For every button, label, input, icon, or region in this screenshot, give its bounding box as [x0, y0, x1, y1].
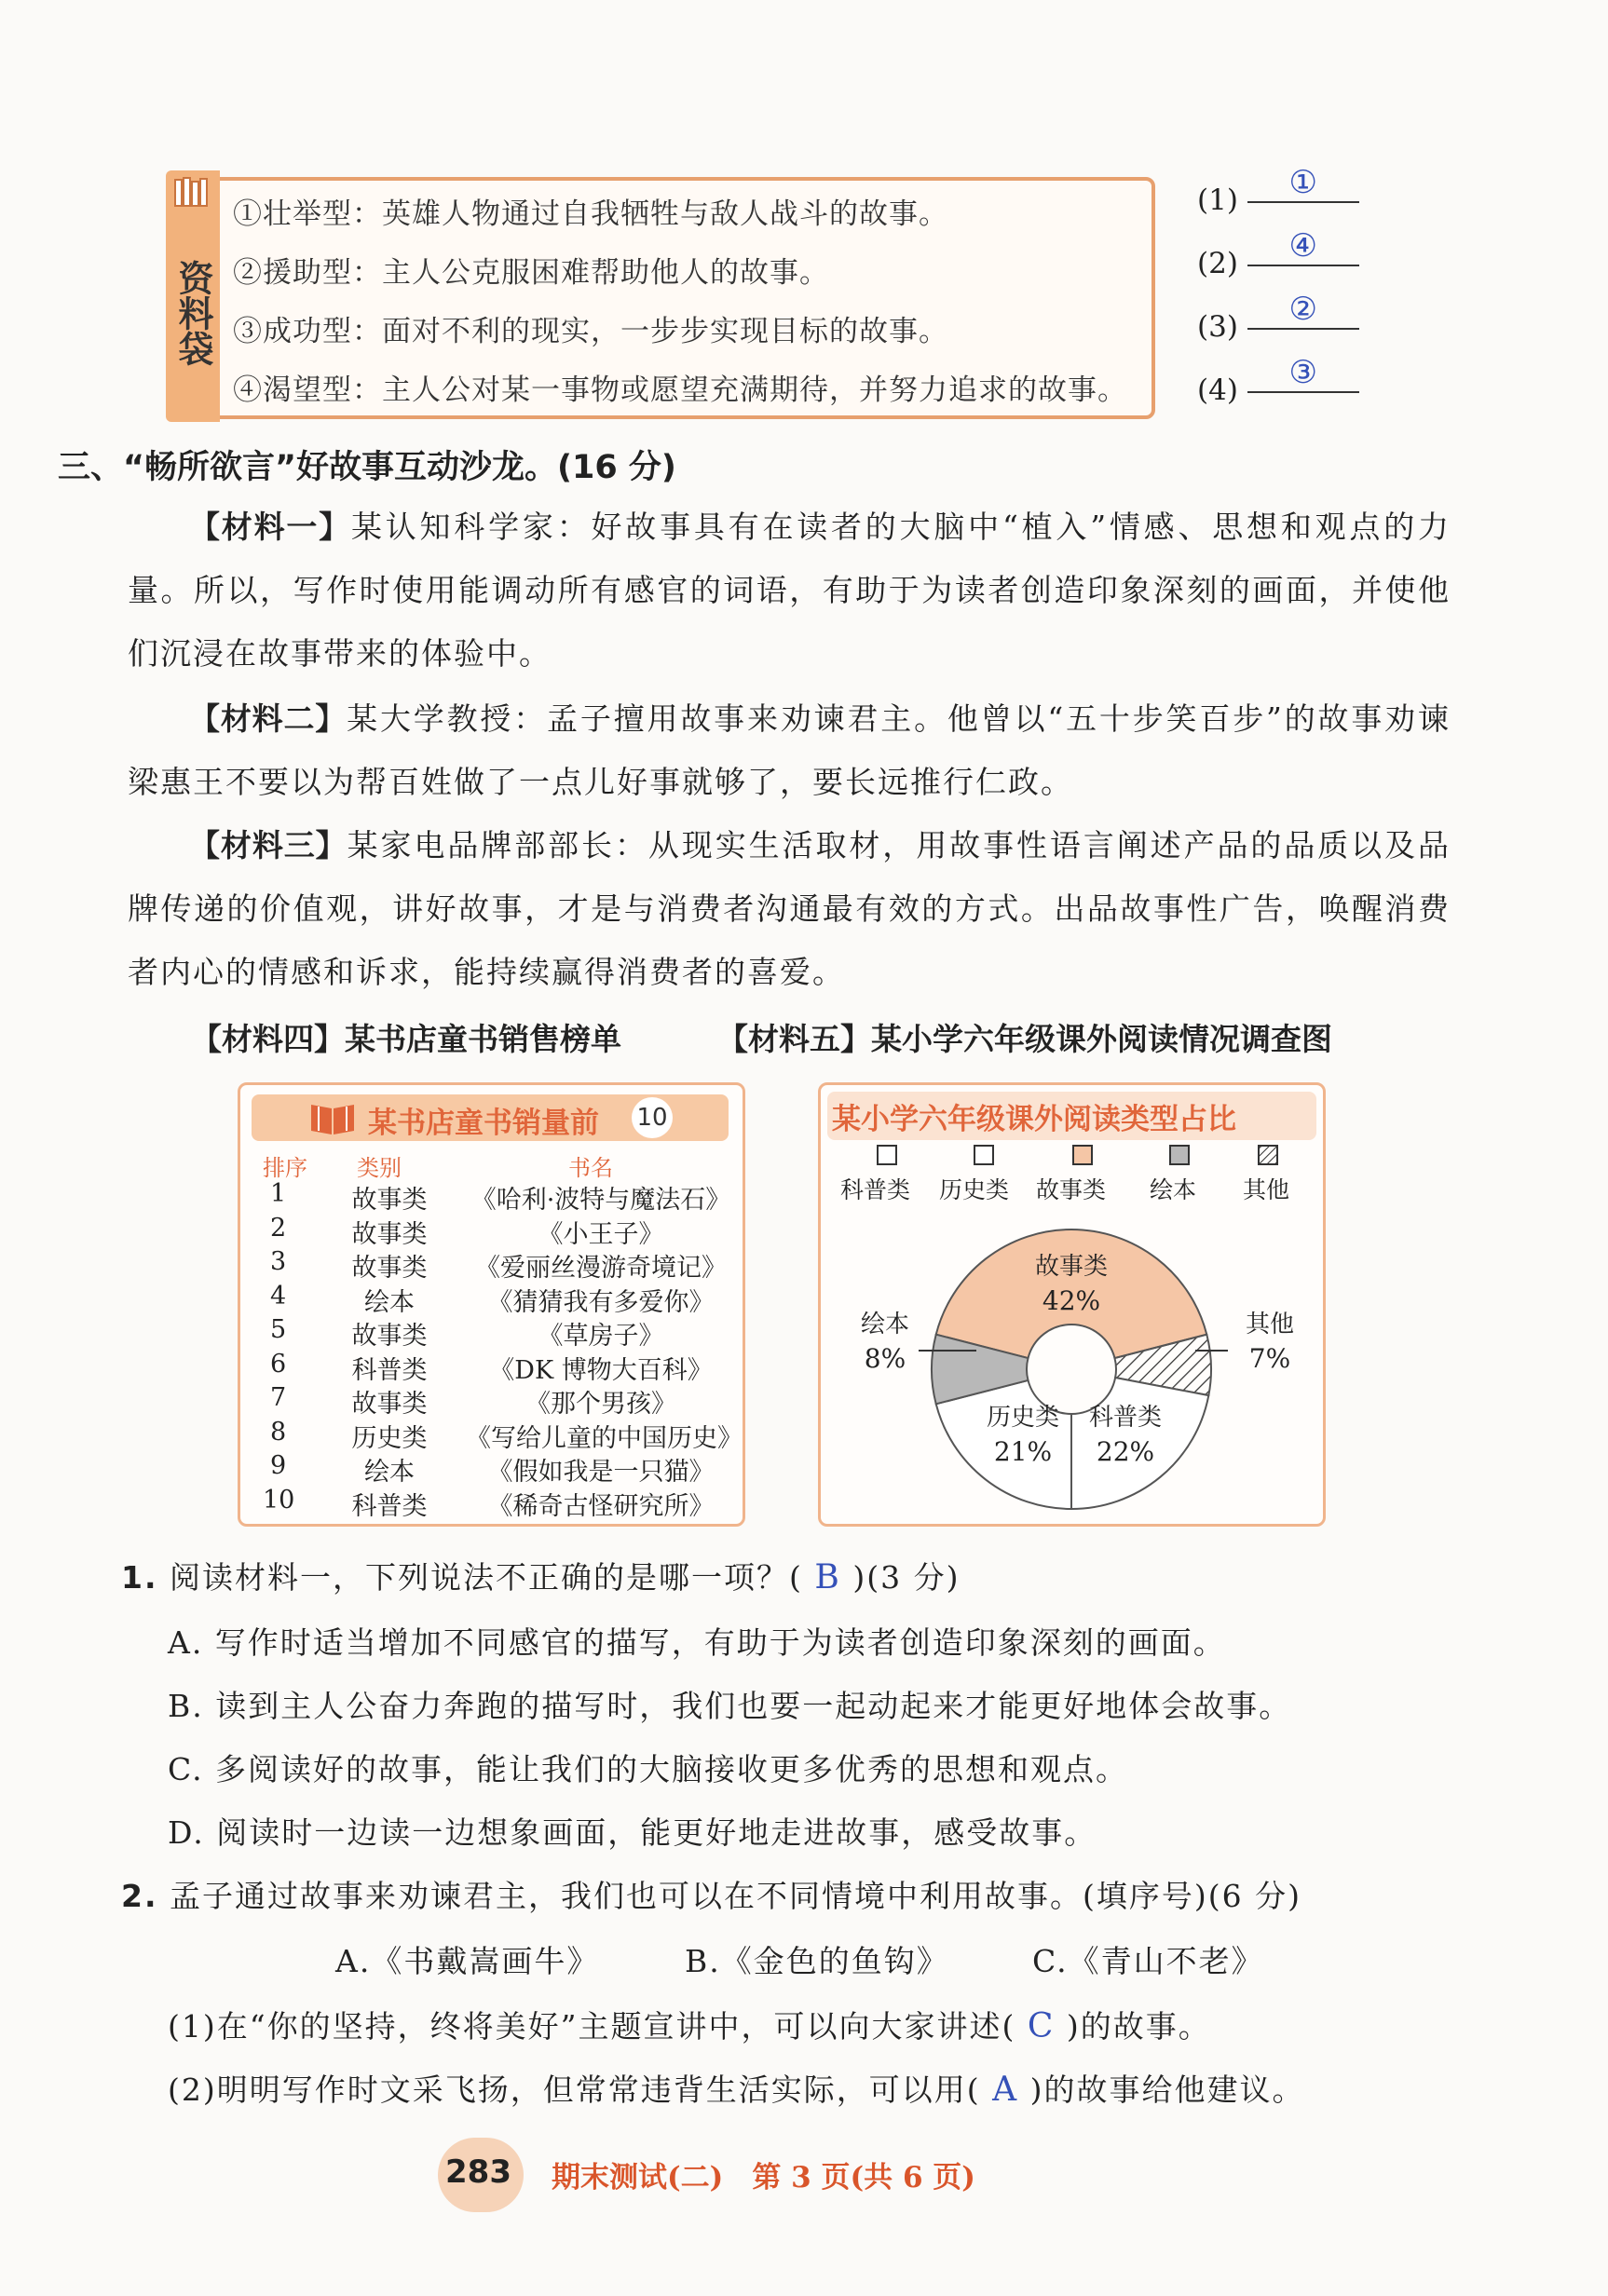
legend-swatch-story [1073, 1146, 1092, 1164]
open-book-icon [307, 1099, 358, 1136]
pie-value-label: 21% [993, 1436, 1053, 1467]
material-1-head: 【材料一】 [189, 509, 351, 545]
table-cell-rank: 10 [263, 1485, 295, 1515]
question-2-sub-1-answer: C [1027, 2007, 1056, 2045]
table-cell-rank: 1 [270, 1179, 287, 1208]
table-cell-category: 故事类 [351, 1254, 428, 1283]
resource-tab [166, 170, 220, 422]
question-2-choice-a: A.《书戴嵩画牛》 [335, 1943, 600, 1979]
table-cell-title: 《写给儿童的中国历史》 [466, 1423, 743, 1453]
table-cell-title: 《草房子》 [538, 1322, 664, 1351]
answer-row-3 [1197, 291, 1359, 346]
legend-label-history: 历史类 [939, 1176, 1010, 1203]
material-5-head: 【材料五】某小学六年级课外阅读情况调查图 [717, 1021, 1332, 1057]
question-2-sub-2-b: )的故事给他建议。 [1029, 2072, 1305, 2108]
col-header-title: 书名 [568, 1155, 613, 1181]
resource-item-2: ②援助型：主人公克服困难帮助他人的故事。 [233, 256, 829, 290]
legend-label-picture: 绘本 [1150, 1176, 1197, 1203]
legend-label-story: 故事类 [1036, 1176, 1107, 1203]
table-cell-title: 《DK 博物大百科》 [489, 1355, 713, 1385]
question-1-option-d: D. 阅读时一边读一边想象画面，能更好地走进故事，感受故事。 [168, 1814, 1097, 1851]
question-2-sub-1-a: (1)在“你的坚持，终将美好”主题宣讲中，可以向大家讲述( [168, 2008, 1016, 2045]
question-1-number: 1. [121, 1559, 158, 1596]
question-1-answer: B [814, 1558, 841, 1596]
col-header-rank: 排序 [263, 1155, 307, 1181]
legend-label-other: 其他 [1243, 1176, 1290, 1203]
table-cell-rank: 8 [270, 1417, 287, 1447]
table-cell-title: 《假如我是一只猫》 [487, 1458, 715, 1487]
chart-legend-swatches [818, 1138, 1326, 1175]
table-cell-category: 科普类 [351, 1355, 428, 1385]
table-cell-title: 《稀奇古怪研究所》 [487, 1491, 715, 1521]
question-2-stem [121, 1872, 1301, 1916]
question-2-choice-b: B.《金色的鱼钩》 [685, 1943, 949, 1979]
table-cell-rank: 7 [270, 1383, 287, 1412]
material-2-text: 某大学教授：孟子擅用故事来劝谏君主。他曾以“五十步笑百步”的故事劝谏梁惠王不要以为帮百姓做了一点儿好事就够了，要长远推行仁政。 [128, 700, 1451, 800]
answer-value: ② [1247, 291, 1359, 330]
answer-row-1 [1197, 164, 1359, 220]
question-2-sub-2-answer: A [992, 2071, 1019, 2109]
pie-category-label: 绘本 [860, 1311, 910, 1338]
material-2-head: 【材料二】 [189, 700, 347, 737]
footer-text: 期末测试(二) 第 3 页(共 6 页) [552, 2161, 975, 2194]
answer-label: (3) [1197, 310, 1238, 344]
reading-pie-chart [818, 1202, 1326, 1523]
question-1-stem [121, 1554, 960, 1597]
answer-row-4 [1197, 354, 1359, 410]
answer-value: ③ [1247, 354, 1359, 393]
col-header-category: 类别 [357, 1155, 402, 1181]
pie-category-label: 其他 [1245, 1311, 1295, 1338]
resource-tab-label: 资料袋 [172, 260, 213, 366]
table-cell-category: 故事类 [351, 1186, 428, 1215]
material-3 [128, 814, 1451, 1004]
material-3-head: 【材料三】 [189, 827, 347, 863]
table-cell-title: 《猜猜我有多爱你》 [487, 1287, 715, 1317]
section-title: 三、“畅所欲言”好故事互动沙龙。(16 分) [58, 449, 676, 486]
pie-category-label: 科普类 [1088, 1404, 1163, 1432]
pie-value-label: 7% [1248, 1343, 1291, 1374]
page-number: 283 [445, 2153, 511, 2191]
answer-label: (1) [1197, 183, 1238, 217]
answer-row-2 [1197, 227, 1359, 283]
pie-value-label: 22% [1096, 1436, 1155, 1467]
table-cell-title: 《小王子》 [538, 1219, 664, 1249]
answer-value: ④ [1247, 227, 1359, 266]
question-2-number: 2. [121, 1878, 158, 1914]
legend-swatch-science [878, 1146, 896, 1164]
table-cell-rank: 2 [270, 1213, 287, 1243]
sales-table-title: 某书店童书销量前 [368, 1107, 599, 1140]
legend-swatch-other [1259, 1146, 1277, 1164]
legend-label-science: 科普类 [840, 1176, 911, 1203]
pie-category-label: 历史类 [986, 1404, 1060, 1432]
resource-item-3: ③成功型：面对不利的现实，一步步实现目标的故事。 [233, 315, 948, 348]
question-2-choice-c: C.《青山不老》 [1032, 1943, 1264, 1979]
question-1-option-c: C. 多阅读好的故事，能让我们的大脑接收更多优秀的思想和观点。 [168, 1751, 1129, 1787]
table-cell-category: 历史类 [351, 1423, 428, 1453]
answer-label: (4) [1197, 374, 1238, 407]
resource-item-1: ①壮举型：英雄人物通过自我牺牲与敌人战斗的故事。 [233, 197, 948, 231]
question-2-stem-text: 孟子通过故事来劝谏君主，我们也可以在不同情境中利用故事。(填序号)(6 分) [170, 1878, 1301, 1914]
material-1 [128, 496, 1451, 686]
chart-title: 某小学六年级课外阅读类型占比 [832, 1103, 1236, 1136]
table-cell-category: 绘本 [364, 1458, 415, 1487]
table-cell-title: 《爱丽丝漫游奇境记》 [475, 1254, 727, 1283]
table-cell-category: 绘本 [364, 1287, 415, 1317]
material-3-text: 某家电品牌部部长：从现实生活取材，用故事性语言阐述产品的品质以及品牌传递的价值观，讲好故事，才是与消费者沟通最有效的方式。出品故事性广告，唤醒消费者内心的情感和诉求，能持续赢得消费者的喜爱。 [128, 827, 1451, 990]
table-cell-rank: 3 [270, 1247, 287, 1276]
table-cell-rank: 4 [270, 1281, 287, 1311]
material-4-head: 【材料四】某书店童书销售榜单 [191, 1021, 621, 1057]
question-1-option-a: A. 写作时适当增加不同感官的描写，有助于为读者创造印象深刻的画面。 [168, 1624, 1226, 1661]
table-cell-title: 《哈利·波特与魔法石》 [470, 1186, 731, 1215]
books-icon [173, 176, 212, 208]
question-2-sub-1-b: )的故事。 [1066, 2008, 1211, 2045]
sales-table-badge: 10 [632, 1097, 673, 1138]
answer-label: (2) [1197, 247, 1238, 280]
table-cell-title: 《那个男孩》 [525, 1390, 676, 1419]
table-cell-rank: 6 [270, 1349, 287, 1379]
pie-category-label: 故事类 [1034, 1253, 1109, 1281]
table-cell-category: 故事类 [351, 1322, 428, 1351]
legend-swatch-history [974, 1146, 993, 1164]
answer-value: ① [1247, 164, 1359, 203]
table-cell-rank: 5 [270, 1315, 287, 1344]
pie-value-label: 8% [864, 1343, 906, 1374]
table-cell-category: 故事类 [351, 1390, 428, 1419]
table-cell-category: 科普类 [351, 1491, 428, 1521]
resource-item-4: ④渴望型：主人公对某一事物或愿望充满期待，并努力追求的故事。 [233, 374, 1127, 407]
table-cell-category: 故事类 [351, 1219, 428, 1249]
question-2-sub-2-a: (2)明明写作时文采飞扬，但常常违背生活实际，可以用( [168, 2072, 981, 2108]
material-2 [128, 687, 1451, 814]
question-1-stem-a: 阅读材料一，下列说法不正确的是哪一项？( [170, 1559, 803, 1596]
question-2-sub-1 [168, 2003, 1211, 2046]
question-1-option-b: B. 读到主人公奋力奔跑的描写时，我们也要一起动起来才能更好地体会故事。 [168, 1688, 1292, 1724]
table-cell-rank: 9 [270, 1451, 287, 1480]
question-1-stem-b: )(3 分) [852, 1559, 961, 1596]
legend-swatch-picture [1170, 1146, 1189, 1164]
material-1-text: 某认知科学家：好故事具有在读者的大脑中“植入”情感、思想和观点的力量。所以，写作时使用能调动所有感官的词语，有助于为读者创造印象深刻的画面，并使他们沉浸在故事带来的体验中。 [128, 509, 1451, 672]
pie-value-label: 42% [1042, 1285, 1101, 1316]
question-2-sub-2 [168, 2066, 1305, 2110]
